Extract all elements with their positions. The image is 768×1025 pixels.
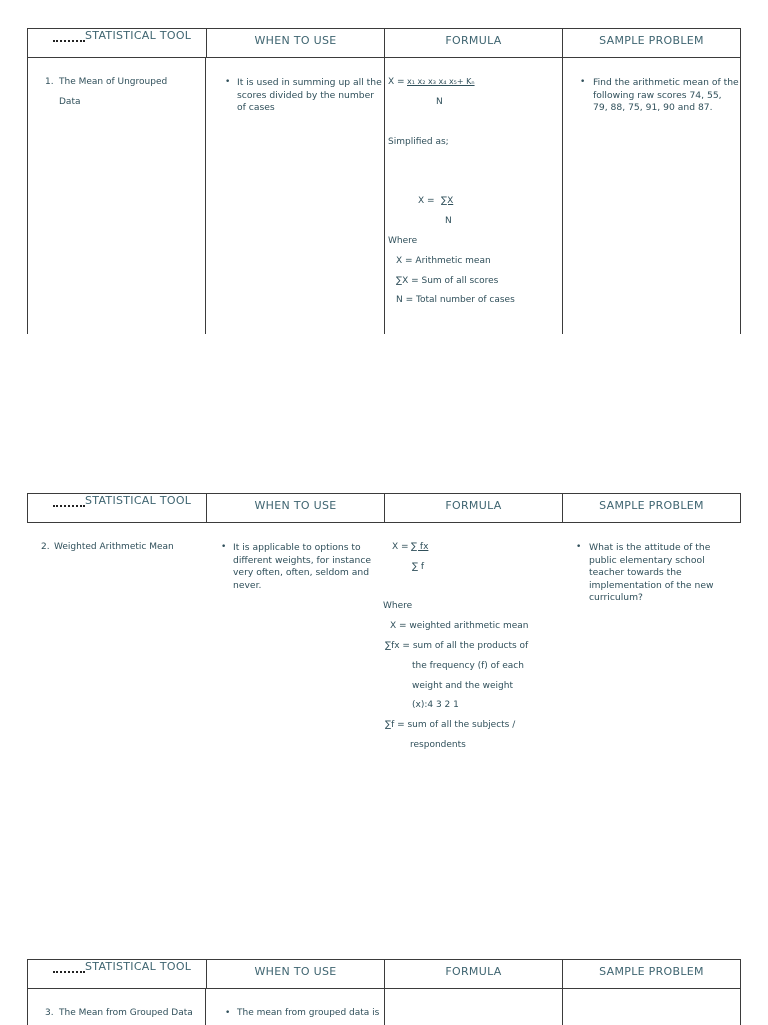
tool-name: The Mean from Grouped Data [59,1008,193,1018]
header-formula: FORMULA [384,960,562,988]
item-number: 1. [45,77,54,87]
tool-name: Weighted Arithmetic Mean [54,542,174,552]
bullet-icon: • [221,542,227,552]
where-line: X = weighted arithmetic mean [390,621,529,631]
where-line: N = Total number of cases [396,295,515,305]
table-2 [27,493,741,823]
where-line: ∑X = Sum of all scores [396,276,499,286]
when-to-use-text: It is applicable to options to different weights, for instance very often, often, seldom and never. [233,542,372,591]
simplified-x: X = [418,196,435,206]
item-number: 2. [41,542,50,552]
simplified-denominator: N [445,216,452,226]
where-line: respondents [410,740,466,750]
simplified-numerator: ∑X [441,196,454,206]
bullet-icon: • [225,77,231,87]
where-line: ∑fx = sum of all the products of [385,641,529,651]
sample-problem-text: Find the arithmetic mean of the following raw scores 74, 55, 79, 88, 75, 91, 90 and 87. [593,77,739,113]
header-formula: FORMULA [384,29,562,57]
where-line: the frequency (f) of each [412,661,524,671]
formula-numerator: ∑ fx [411,542,429,552]
header-sample-problem: SAMPLE PROBLEM [562,494,740,522]
table-1 [27,28,741,334]
tool-name: The Mean of Ungrouped [59,77,168,87]
where-line: (x):4 3 2 1 [412,700,459,710]
dotted-leader [53,39,85,42]
where-line: ∑f = sum of all the subjects / [385,720,516,730]
sample-problem-text: What is the attitude of the public elementary school teacher towards the implementation of the new curriculum? [589,542,714,603]
header-when-to-use: WHEN TO USE [206,29,384,57]
where-label: Where [383,601,413,611]
item-number: 3. [45,1008,54,1018]
formula-denominator: ∑ f [412,562,425,572]
header-sample-problem: SAMPLE PROBLEM [562,29,740,57]
dotted-leader [53,504,85,507]
tool-name-cont: Data [59,97,81,107]
table-header [27,28,741,58]
bullet-icon: • [576,542,582,552]
table-body [27,523,741,823]
table-header [27,493,741,523]
table-body [27,989,741,1025]
header-when-to-use: WHEN TO USE [206,494,384,522]
header-sample-problem: SAMPLE PROBLEM [562,960,740,988]
bullet-icon: • [225,1008,231,1018]
table-body [27,58,741,334]
table-header [27,959,741,989]
formula-x: X = [392,542,409,552]
formula-numerator: x₁ x₂ x₃ x₄ x₅+ Kₙ [407,77,475,86]
header-statistical-tool: STATISTICAL TOOL [28,494,206,522]
when-to-use-text: The mean from grouped data is [237,1008,380,1018]
header-statistical-tool: STATISTICAL TOOL [28,960,206,988]
header-when-to-use: WHEN TO USE [206,960,384,988]
where-label: Where [388,236,418,246]
when-to-use-text: It is used in summing up all the scores divided by the number of cases [237,77,382,113]
header-formula: FORMULA [384,494,562,522]
simplified-label: Simplified as; [388,137,449,147]
table-3 [27,959,741,1025]
header-statistical-tool: STATISTICAL TOOL [28,29,206,57]
formula-x: X = [388,77,405,87]
where-line: weight and the weight [412,681,513,691]
dotted-leader [53,970,85,973]
formula-denominator: N [436,97,443,107]
where-line: X = Arithmetic mean [396,256,491,266]
bullet-icon: • [580,77,586,87]
